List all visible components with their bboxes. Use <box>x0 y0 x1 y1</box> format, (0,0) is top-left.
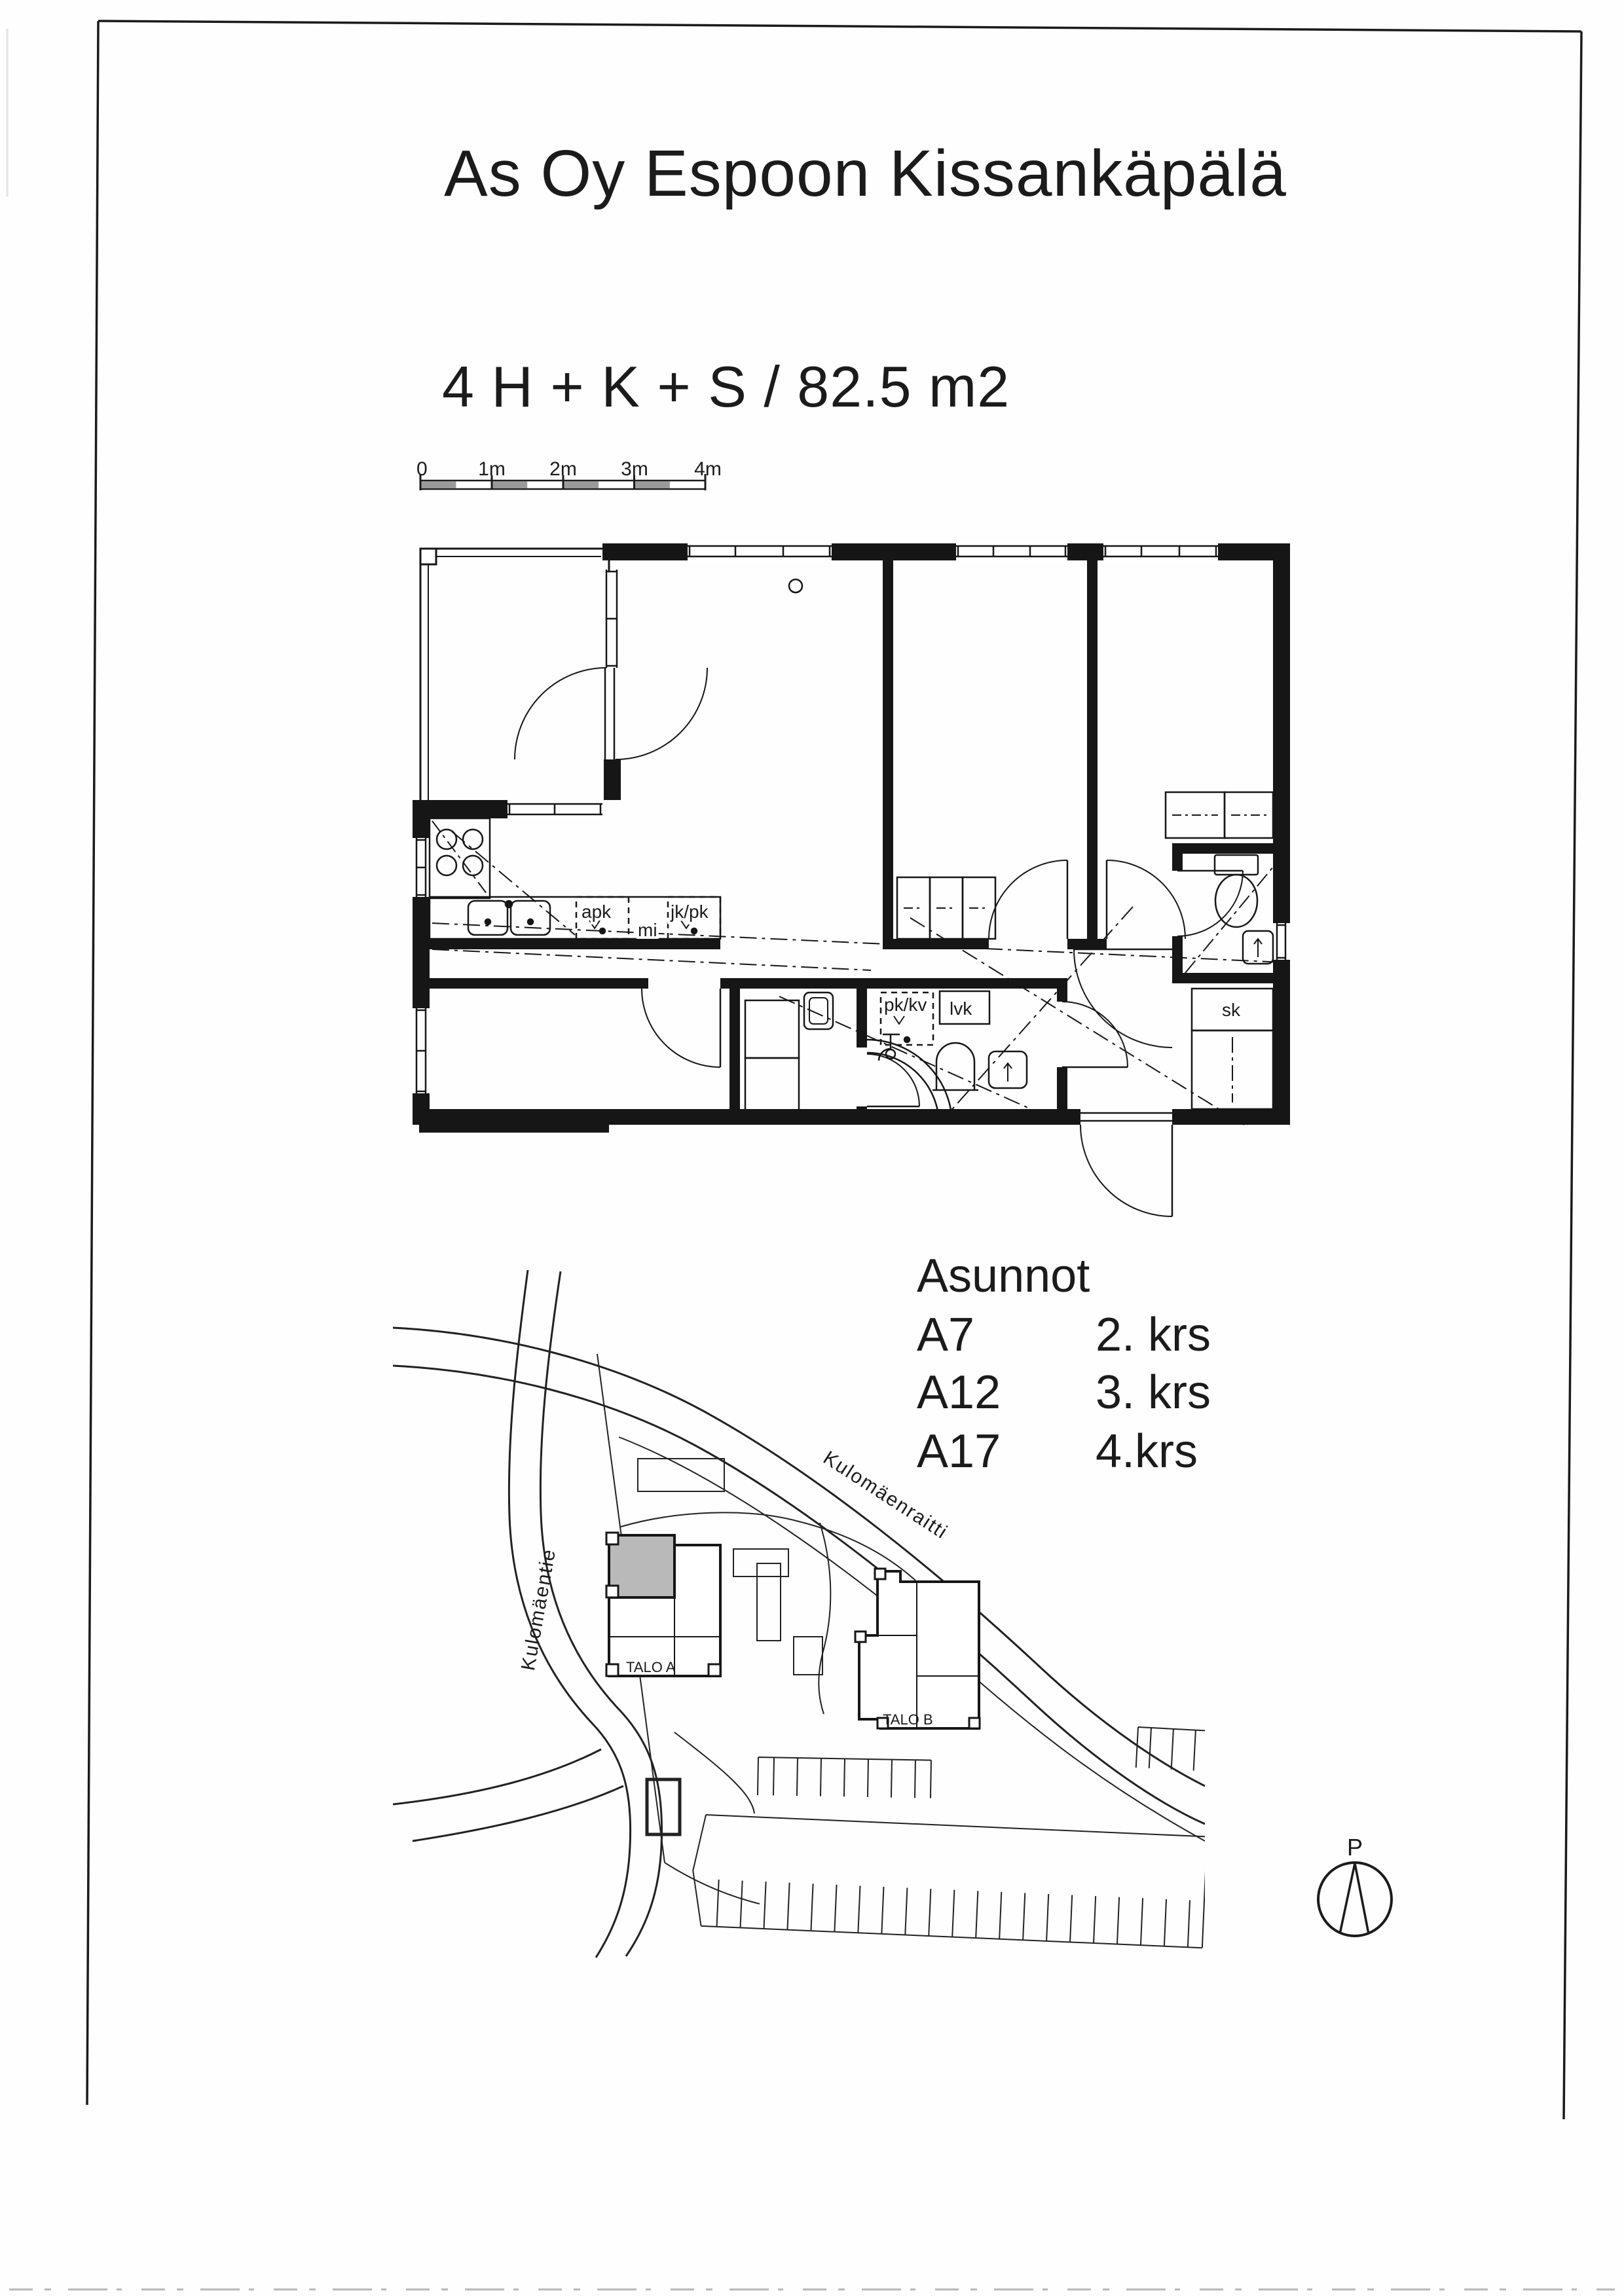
apartment-floor: 2. krs <box>1096 1309 1211 1361</box>
apartment-unit: A7 <box>917 1309 975 1361</box>
label-pk-kv: pk/kv <box>884 994 927 1015</box>
label-mi: mi <box>638 920 657 940</box>
toilet-tank-icon <box>1215 855 1258 875</box>
street-branch-upper <box>393 1749 601 1804</box>
sauna <box>745 993 833 1120</box>
street-branch-lower <box>413 1786 623 1841</box>
label-lvk: lvk <box>950 998 972 1019</box>
door-entry-icon <box>1080 1125 1172 1216</box>
balcony-door-icon <box>605 668 614 759</box>
scale-label-0: 0 <box>416 458 428 480</box>
street-kulomaenraitti-lower <box>393 1366 1205 1824</box>
window-bedroom3-icon <box>413 1008 431 1093</box>
scale-bar <box>406 452 733 504</box>
parking-row-bottom <box>691 1814 1205 1948</box>
scale-label-3m: 3m <box>621 458 648 480</box>
wc <box>1185 855 1281 973</box>
apartments-heading: Asunnot <box>917 1250 1090 1302</box>
compass-needle-icon <box>1340 1863 1369 1934</box>
label-jk-pk: jk/pk <box>671 902 709 922</box>
parking-row-left <box>758 1757 931 1798</box>
toilet-icon <box>932 1043 978 1090</box>
site-map <box>393 1270 1205 1964</box>
apartment-unit: A17 <box>917 1425 1001 1478</box>
wardrobes <box>897 792 1273 939</box>
scale-label-2m: 2m <box>549 458 577 480</box>
compass-circle-icon <box>1318 1863 1392 1936</box>
apartment-unit: A12 <box>917 1366 1001 1419</box>
streets <box>393 1270 1205 1958</box>
label-apk: apk <box>581 902 612 922</box>
scale-label-4m: 4m <box>694 458 722 480</box>
frame-left-line <box>87 21 98 2105</box>
label-sk: sk <box>1222 1000 1240 1020</box>
sink-left-icon <box>468 901 507 935</box>
parking-areas <box>647 1727 1205 1948</box>
sauna-bench-upper <box>745 1000 799 1058</box>
north-arrow <box>1297 1827 1414 1944</box>
column-mark-icon <box>789 579 802 592</box>
apartment-floor: 4.krs <box>1096 1425 1198 1478</box>
building-talo-a <box>606 1533 720 1676</box>
door-sauna-icon <box>867 1054 919 1106</box>
window-wc-icon <box>1273 923 1290 960</box>
door-bedroom1-icon <box>989 860 1067 939</box>
window-balcony-side-icon <box>602 570 622 668</box>
apartment-floor: 3. krs <box>1096 1366 1211 1419</box>
sink-right-icon <box>511 901 550 935</box>
street-kulomaenraitti-upper <box>393 1328 1205 1786</box>
label-talo-a: TALO A <box>626 1659 676 1675</box>
window-bedroom1-icon <box>956 542 1067 562</box>
door-bathroom-icon <box>1062 1002 1128 1067</box>
compass-label: P <box>1346 1834 1363 1861</box>
window-bedroom2-icon <box>1103 542 1218 562</box>
windows <box>413 542 1290 1093</box>
page-title: As Oy Espoon Kissankäpälä <box>444 137 1287 210</box>
label-talo-b: TALO B <box>883 1711 933 1728</box>
label-kulomaentie: Kulomäentie <box>517 1546 561 1673</box>
door-hall-icon <box>1074 949 1172 1048</box>
label-kulomaenraitti: Kulomäenraitti <box>819 1447 952 1544</box>
window-balcony-icon <box>507 800 602 818</box>
apartment-type: 4 H + K + S / 82.5 m2 <box>442 354 1010 419</box>
door-bedroom2-icon <box>1107 860 1185 939</box>
window-kitchen-icon <box>413 838 431 897</box>
door-bedroom3-icon <box>642 989 720 1067</box>
window-living-icon <box>688 542 832 562</box>
floor-plan <box>413 530 1290 1224</box>
floor-drain-icon <box>989 1051 1027 1088</box>
walls <box>413 543 1290 1133</box>
outbuilding <box>647 1779 680 1834</box>
frame-right-line <box>1564 31 1581 2119</box>
frame-top-line <box>98 21 1581 31</box>
scale-label-1m: 1m <box>478 458 506 480</box>
